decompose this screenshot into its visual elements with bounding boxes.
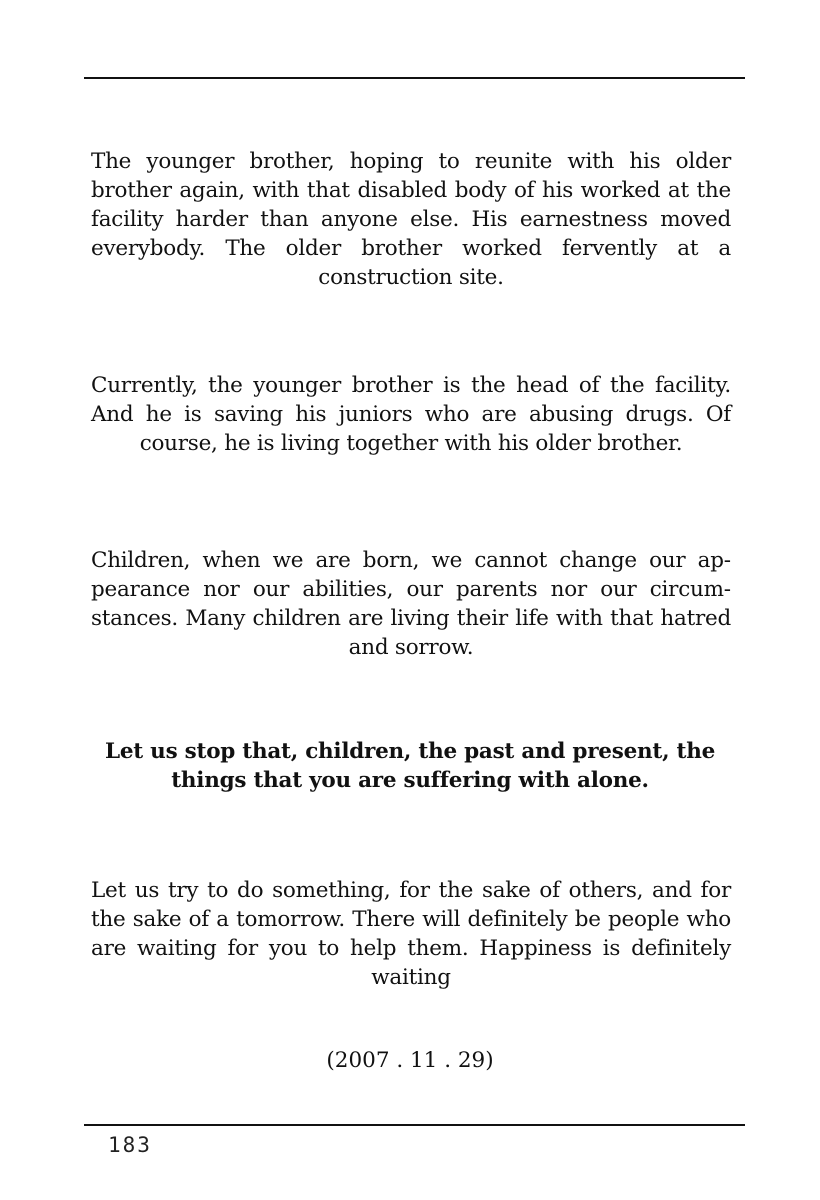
paragraph-let-us-try: Let us try to do something, for the sake of others, and for the sake of a tomorrow. There will definitely be people who are waiting for you to help them. Happiness is definitely waiting bbox=[91, 878, 731, 990]
paragraph-reunite: The younger brother, hoping to reunite with his older brother again, with that disabled body of his worked at the facility harder than anyone else. His earnestness moved everybody. The older brother worked fervently at a construction site. bbox=[91, 149, 731, 290]
paragraph-head-of-facility: Currently, the younger brother is the head of the facility. And he is saving his juniors who are abusing drugs. Of course, he is living together with his older brother. bbox=[91, 373, 731, 456]
paragraph-children-born: Children, when we are born, we cannot change our appearance nor our abilities, our parents nor our circumstances. Many children are living their life with that hatred and sorrow. bbox=[91, 548, 731, 660]
top-rule bbox=[84, 77, 745, 79]
paragraph-let-us-stop: Let us stop that, children, the past and present, the things that you are suffering with alone. bbox=[104, 739, 716, 793]
page-number: 183 bbox=[108, 1133, 152, 1157]
bottom-rule bbox=[84, 1124, 745, 1126]
date-line: (2007 . 11 . 29) bbox=[326, 1048, 494, 1073]
